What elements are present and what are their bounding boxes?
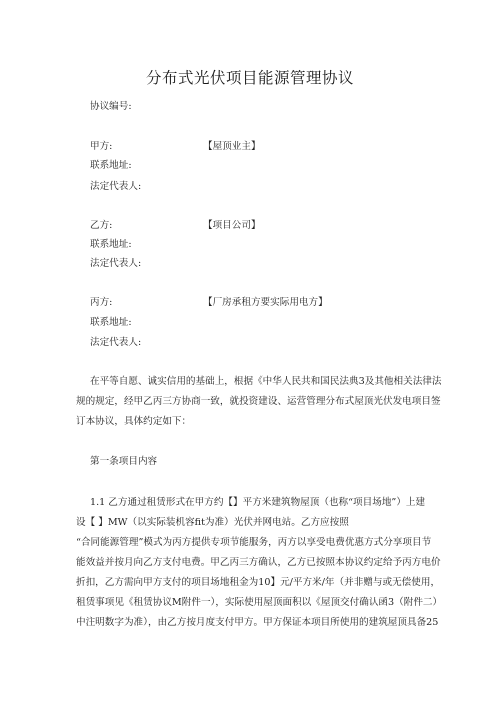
section-body-line: 能效益并按月向乙方支付电费。甲乙丙三方确认，乙方已按照本协议约定给予丙方电价 [76,557,441,568]
party-b-representative-label: 法定代表人: [90,258,142,269]
party-c-value: 【厂房承租方要实际用电方】 [203,297,328,308]
party-c-address-label: 联系地址: [90,317,132,328]
party-c-representative-label: 法定代表人: [90,337,142,348]
section-body-line: 设【 】MW（以实际装机容fit为准）光伏并网电站。乙方应按照 [76,517,349,528]
party-b-address-label: 联系地址: [90,239,132,250]
section-body-line: “合同能源管理”模式为丙方提供专项节能服务，丙方以享受电费优惠方式分享项目节 [76,537,432,548]
party-a-label: 甲方: [90,141,113,152]
section-body-line: 折扣，乙方需向甲方支付的项目场地租金为10】元/平方米/年（并非赠与或无偿使用， [76,577,441,588]
party-a-value: 【屋顶业主】 [203,141,261,152]
preamble-line: 订本协议，具体约定如下： [76,416,192,427]
party-c-label: 丙方: [90,297,113,308]
preamble-line: 在平等自愿、诚实信用的基础上，根据《中华人民共和国民法典3及其他相关法律法 [90,376,442,387]
section-body-line: 中注明数字为准），由乙方按月度支付甲方。甲方保证本项目所使用的建筑屋顶具备25 [76,617,439,628]
party-a-address-label: 联系地址: [90,160,132,171]
section-heading: 第一条项目内容 [90,456,158,467]
party-b-value: 【项目公司】 [203,220,261,231]
document-title: 分布式光伏项目能源管理协议 [145,69,354,87]
party-a-representative-label: 法定代表人: [90,181,142,192]
preamble-line: 规的规定，经甲乙丙三方协商一致，就投资建设、运营管理分布式屋顶光伏发电项目签 [76,396,441,407]
agreement-number-label: 协议编号: [90,101,132,112]
section-body-line: 1.1 乙方通过租赁形式在甲方约【】平方米建筑物屋顶（也称“项目场地”）上建 [90,497,426,508]
section-body-line: 租赁事项见《租赁协议M附件一），实际使用屋顶面积以《屋顶交付确认函3（附件二） [76,597,443,608]
party-b-label: 乙方: [90,220,113,231]
